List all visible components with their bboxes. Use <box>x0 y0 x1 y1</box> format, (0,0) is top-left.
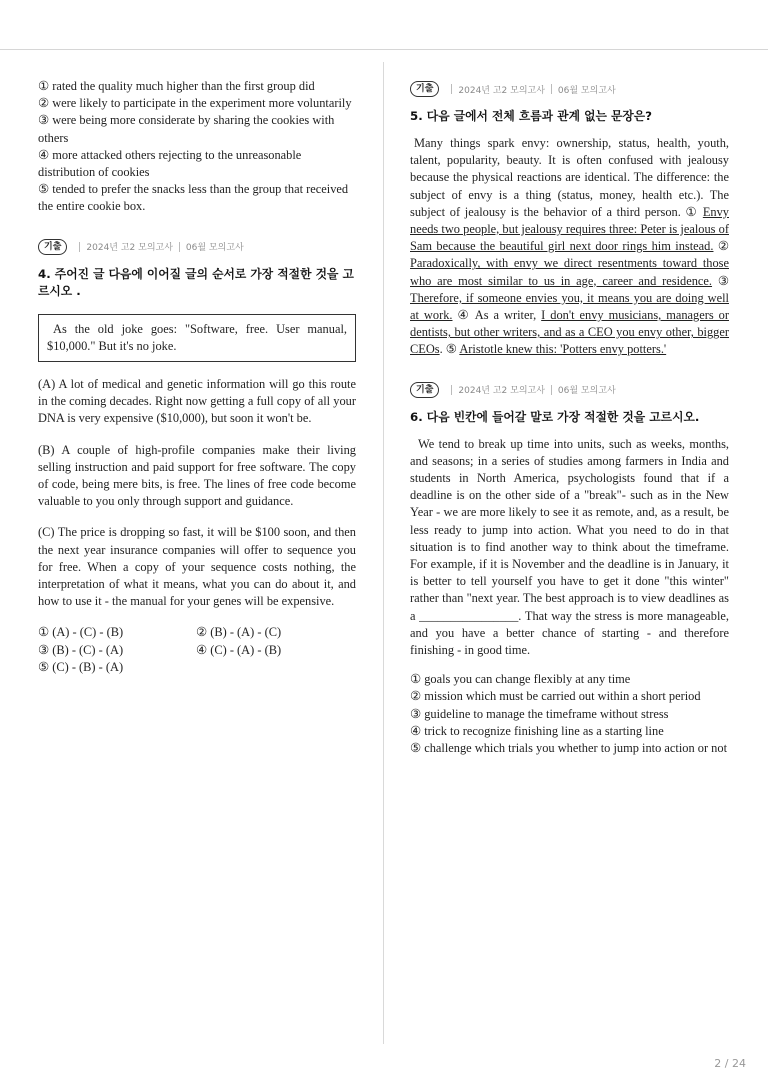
past-exam-badge: 기출 <box>410 382 439 398</box>
q5-sentence-4: I don't envy musicians, managers or dentists, but other writers, and as a CEO you envy other, bigger CEOs <box>410 308 729 357</box>
q5-sentence-5: Aristotle knew this: 'Potters envy potters.' <box>459 342 667 357</box>
q6-option-2: ② mission which must be carried out within a short period <box>410 689 701 704</box>
q6-option-3: ③ guideline to manage the timeframe without stress <box>410 706 669 721</box>
q5-sentence-3: Therefore, if someone envies you, it means you are doing well at work. <box>410 290 729 323</box>
q6-source-month: 06월 모의고사 <box>557 386 616 397</box>
q6-options <box>410 671 729 757</box>
q4-paragraph-b: (B) A couple of high-profile companies make their living selling instruction and paid support for free software. The copy of code, being mere bits, is free. The lines of free code become valuable to you only through support and guidance. <box>38 442 356 509</box>
q4-choice-3: ③ (B) - (C) - (A) <box>38 642 124 657</box>
option-2: ② were likely to participate in the experiment more voluntarily <box>38 96 352 111</box>
q5-source-month: 06월 모의고사 <box>557 85 616 96</box>
option-1: ① rated the quality much higher than the first group did <box>38 79 315 93</box>
q4-title: 4. 주어진 글 다음에 이어질 글의 순서로 가장 적절한 것을 고르시오 . <box>38 266 354 298</box>
q4-paragraph-c: (C) The price is dropping so fast, it will be $100 soon, and then the next year insurance companies will offer to sequence you for free. When a copy of your sequence costs nothing, the interpretation of what it means, what you can do about it, and how to use it - the manual for your genes will be expensive. <box>38 525 356 609</box>
q5-sentence-2: Paradoxically, with envy we direct resentments toward those who are most similar to us in age, career and residence. <box>410 256 729 288</box>
q6-source-row <box>410 381 729 399</box>
q4-source-row <box>38 238 356 256</box>
q4-paragraph-a: (A) A lot of medical and genetic information will go this route in the coming decades. Right now getting a full copy of all your DNA is very expensive ($10,000), but soon it won't be. <box>38 377 356 426</box>
q5-marker-3: ③ <box>712 273 729 288</box>
q4-choice-4: ④ (C) - (A) - (B) <box>196 642 282 657</box>
q5-marker-5: . ⑤ <box>439 342 460 357</box>
q5-intro-text: Many things spark envy: ownership, status, health, youth, talent, popularity, beauty. It is often confused with jealousy because the physical reactions are identical. The difference: the subject of envy is a thing (status, money, health etc.). The subject of jealousy is the behavior of a third person. ① <box>410 136 729 219</box>
q6-source-exam: 2024년 고2 모의고사 <box>458 386 545 397</box>
q5-marker-2: ② <box>713 239 729 254</box>
q4-choice-5: ⑤ (C) - (B) - (A) <box>38 659 124 674</box>
q4-choices <box>38 624 356 676</box>
q6-option-5: ⑤ challenge which trials you whether to jump into action or not <box>410 741 728 756</box>
previous-question-options <box>38 78 356 216</box>
header-rule <box>0 49 768 50</box>
option-3: ③ were being more considerate by sharing the cookies with others <box>38 113 335 145</box>
q6-title: 6. 다음 빈칸에 들어갈 말로 가장 적절한 것을 고르시오. <box>410 409 700 424</box>
q5-passage <box>410 135 729 359</box>
q4-choice-1: ① (A) - (C) - (B) <box>38 625 124 640</box>
q6-passage: We tend to break up time into units, such as weeks, months, and seasons; in a series of studies among farmers in India and students in North America, psychologists found that if a deadline is on the other side of a "break"- such as in the New Year - we are more likely to see it as remote, and, as a result, be less ready to jump into action. What you need to do in that situation is to find another way to think about the timeframe. For example, if it is November and the deadline is in January, it is better to tell yourself you have to get it done "this winter" rather than "next year. The best approach is to view deadlines as a ________________. That way the stress is more manageable, and you have a better chance of starting - and therefore finishing - in good time. <box>410 436 729 658</box>
page-number: 2 / 24 <box>714 1057 746 1070</box>
q6-option-1: ① goals you can change flexibly at any time <box>410 672 631 687</box>
q5-marker-4: ④ As a writer, <box>452 308 542 323</box>
q5-source-exam: 2024년 고2 모의고사 <box>458 85 545 96</box>
past-exam-badge: 기출 <box>410 81 439 97</box>
q4-choice-2: ② (B) - (A) - (C) <box>196 625 282 640</box>
q5-title: 5. 다음 글에서 전체 흐름과 관계 없는 문장은? <box>410 109 653 123</box>
left-column <box>38 78 356 676</box>
past-exam-badge: 기출 <box>38 239 67 255</box>
q4-source-month: 06월 모의고사 <box>185 243 244 254</box>
q4-given-text-box: As the old joke goes: "Software, free. User manual, $10,000." But it's no joke. <box>38 314 356 362</box>
q4-source-exam: 2024년 고2 모의고사 <box>86 243 173 254</box>
option-5: ⑤ tended to prefer the snacks less than the group that received the entire cookie box. <box>38 182 349 214</box>
right-column <box>410 80 729 757</box>
q5-sentence-1: Envy needs two people, but jealousy requires three: Peter is jealous of Sam because the beautiful girl next door rings him instead. <box>410 204 729 254</box>
column-divider <box>383 62 384 1044</box>
q6-option-4: ④ trick to recognize finishing line as a starting line <box>410 723 664 738</box>
option-4: ④ more attacked others rejecting to the unreasonable distribution of cookies <box>38 147 302 180</box>
q5-source-row <box>410 80 729 98</box>
